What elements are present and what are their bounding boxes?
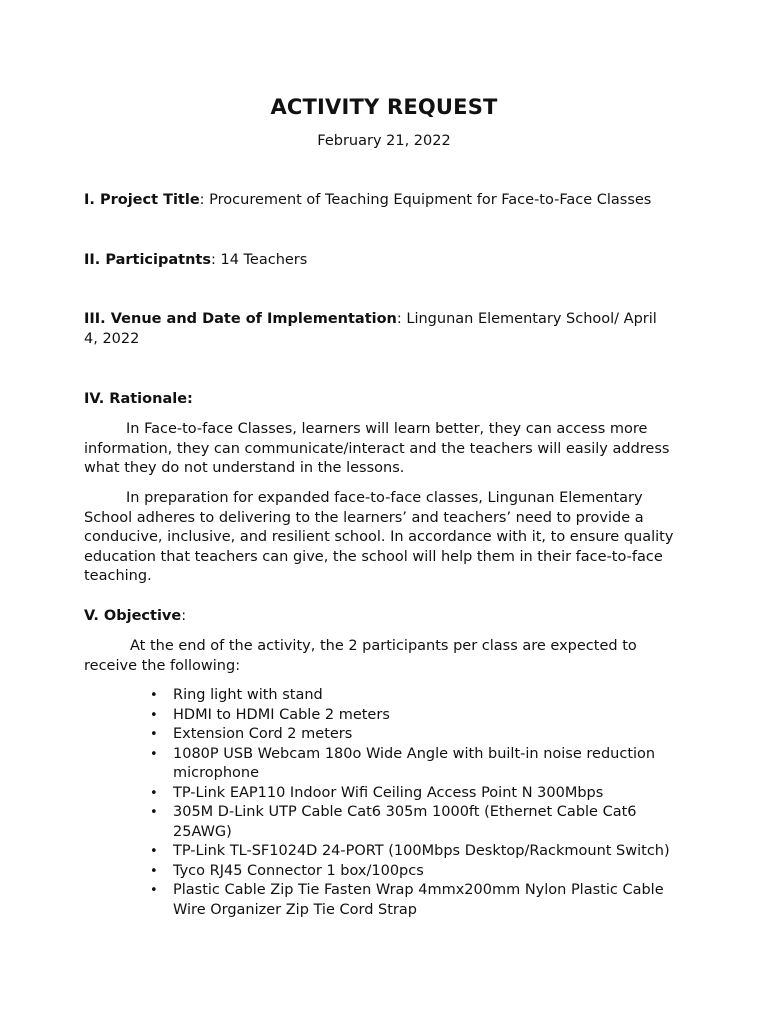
list-item-text: TP-Link EAP110 Indoor Wifi Ceiling Access Point N 300Mbps bbox=[173, 784, 604, 801]
participants-value: : 14 Teachers bbox=[210, 252, 308, 268]
bullet-icon: • bbox=[150, 844, 158, 859]
list-item bbox=[84, 686, 684, 706]
venue-value: : Lingunan Elementary School/ April 4, 2022 bbox=[84, 311, 657, 347]
list-item bbox=[84, 725, 684, 745]
section-project-title bbox=[84, 191, 684, 211]
bullet-icon: • bbox=[150, 746, 158, 762]
list-item bbox=[84, 706, 684, 726]
rationale-paragraph-1: In Face-to-face Classes, learners will learn better, they can access more information, they can communicate/interact and the teachers will easily address what they do not understand in the lessons. bbox=[84, 421, 670, 476]
list-item bbox=[84, 842, 684, 862]
rationale-paragraph-2: In preparation for expanded face-to-face classes, Lingunan Elementary School adheres to delivering to the learners’ and teachers’ need to provide a conducive, inclusive, and resilient school. In accordance with it, to ensure quality education that teachers can give, the school will help them in their face-to-face teaching. bbox=[84, 490, 674, 584]
document-date: February 21, 2022 bbox=[317, 133, 451, 149]
list-item-text: Plastic Cable Zip Tie Fasten Wrap 4mmx200mm Nylon Plastic Cable Wire Organizer Zip Tie Cord Strap bbox=[173, 882, 664, 918]
objective-label: V. Objective bbox=[84, 608, 182, 624]
bullet-icon: • bbox=[150, 805, 158, 820]
list-item bbox=[84, 881, 684, 920]
participants-label: II. Participatnts bbox=[84, 252, 211, 268]
list-item bbox=[84, 745, 684, 784]
objective-colon: : bbox=[181, 608, 187, 624]
equipment-list bbox=[84, 686, 684, 920]
bullet-icon: • bbox=[150, 688, 158, 703]
bullet-icon: • bbox=[150, 785, 158, 801]
list-item-text: 1080P USB Webcam 180o Wide Angle with built-in noise reduction microphone bbox=[173, 745, 656, 781]
bullet-icon: • bbox=[150, 707, 158, 723]
page-title: ACTIVITY REQUEST bbox=[270, 95, 498, 119]
project-title-label: I. Project Title bbox=[84, 192, 200, 208]
section-participants bbox=[84, 251, 684, 271]
section-rationale-heading bbox=[84, 390, 684, 410]
list-item-text: HDMI to HDMI Cable 2 meters bbox=[173, 706, 390, 723]
list-item-text: Tyco RJ45 Connector 1 box/100pcs bbox=[173, 862, 424, 879]
list-item-text: Extension Cord 2 meters bbox=[173, 726, 353, 742]
list-item-text: Ring light with stand bbox=[173, 687, 323, 703]
bullet-icon: • bbox=[150, 883, 158, 898]
list-item bbox=[84, 784, 684, 804]
section-objective-heading bbox=[84, 607, 684, 627]
list-item bbox=[84, 862, 684, 882]
list-item bbox=[84, 803, 684, 842]
section-venue bbox=[84, 310, 664, 349]
bullet-icon: • bbox=[150, 727, 158, 742]
objective-intro: At the end of the activity, the 2 participants per class are expected to receive the following: bbox=[84, 638, 637, 674]
venue-label: III. Venue and Date of Implementation bbox=[84, 311, 397, 327]
rationale-label: IV. Rationale: bbox=[84, 391, 193, 407]
list-item-text: TP-Link TL-SF1024D 24-PORT (100Mbps Desktop/Rackmount Switch) bbox=[173, 843, 670, 859]
project-title-value: : Procurement of Teaching Equipment for Face-to-Face Classes bbox=[199, 192, 652, 208]
list-item-text: 305M D-Link UTP Cable Cat6 305m 1000ft (Ethernet Cable Cat6 25AWG) bbox=[173, 804, 637, 840]
bullet-icon: • bbox=[150, 863, 158, 879]
